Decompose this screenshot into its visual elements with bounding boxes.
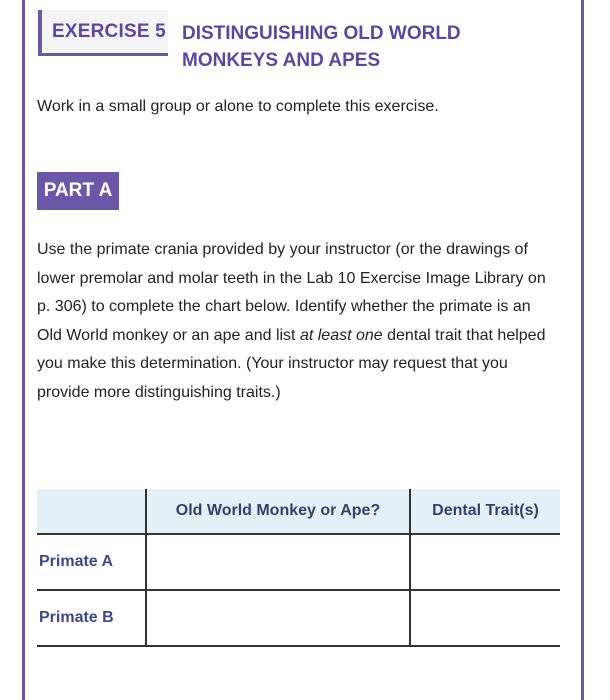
- primate-a-dental-traits-cell[interactable]: [411, 535, 560, 589]
- exercise-title: [182, 20, 502, 74]
- primate-b-monkey-or-ape-cell[interactable]: [147, 591, 409, 645]
- primate-b-dental-traits-cell[interactable]: [411, 591, 560, 645]
- primate-chart: [37, 489, 560, 647]
- instructions-text-2: dental trait that helped you make this determination. (Your instructor may request that you provide more distinguishing traits.): [37, 326, 546, 401]
- header-dental-traits: Dental Trait(s): [432, 502, 539, 519]
- row-label-primate-a: Primate A: [39, 553, 114, 570]
- part-instructions: [37, 236, 557, 407]
- exercise-label: EXERCISE 5: [52, 21, 166, 42]
- table-row: [37, 591, 560, 647]
- part-badge: PART A: [37, 172, 119, 210]
- table-row: [37, 535, 560, 591]
- header-monkey-or-ape: Old World Monkey or Ape?: [175, 502, 381, 519]
- primate-a-monkey-or-ape-cell[interactable]: [147, 535, 409, 589]
- chart-header-row: [37, 489, 560, 535]
- row-label-primate-b: Primate B: [39, 609, 114, 626]
- instructions-text-1: Use the primate crania provided by your instructor (or the drawings of lower premolar and molar teeth in the Lab 10 Exercise Image Library on p. 306) to complete the chart below. Identify whether the primate is an Old World monkey or an ape and list: [37, 241, 546, 344]
- instructions-emphasis: at least one: [299, 326, 383, 344]
- intro-text: Work in a small group or alone to complete this exercise.: [37, 98, 439, 115]
- exercise-badge: [38, 10, 168, 56]
- exercise-title-line-2: MONKEYS AND APES: [182, 50, 381, 71]
- exercise-title-line-1: DISTINGUISHING OLD WORLD: [182, 23, 461, 44]
